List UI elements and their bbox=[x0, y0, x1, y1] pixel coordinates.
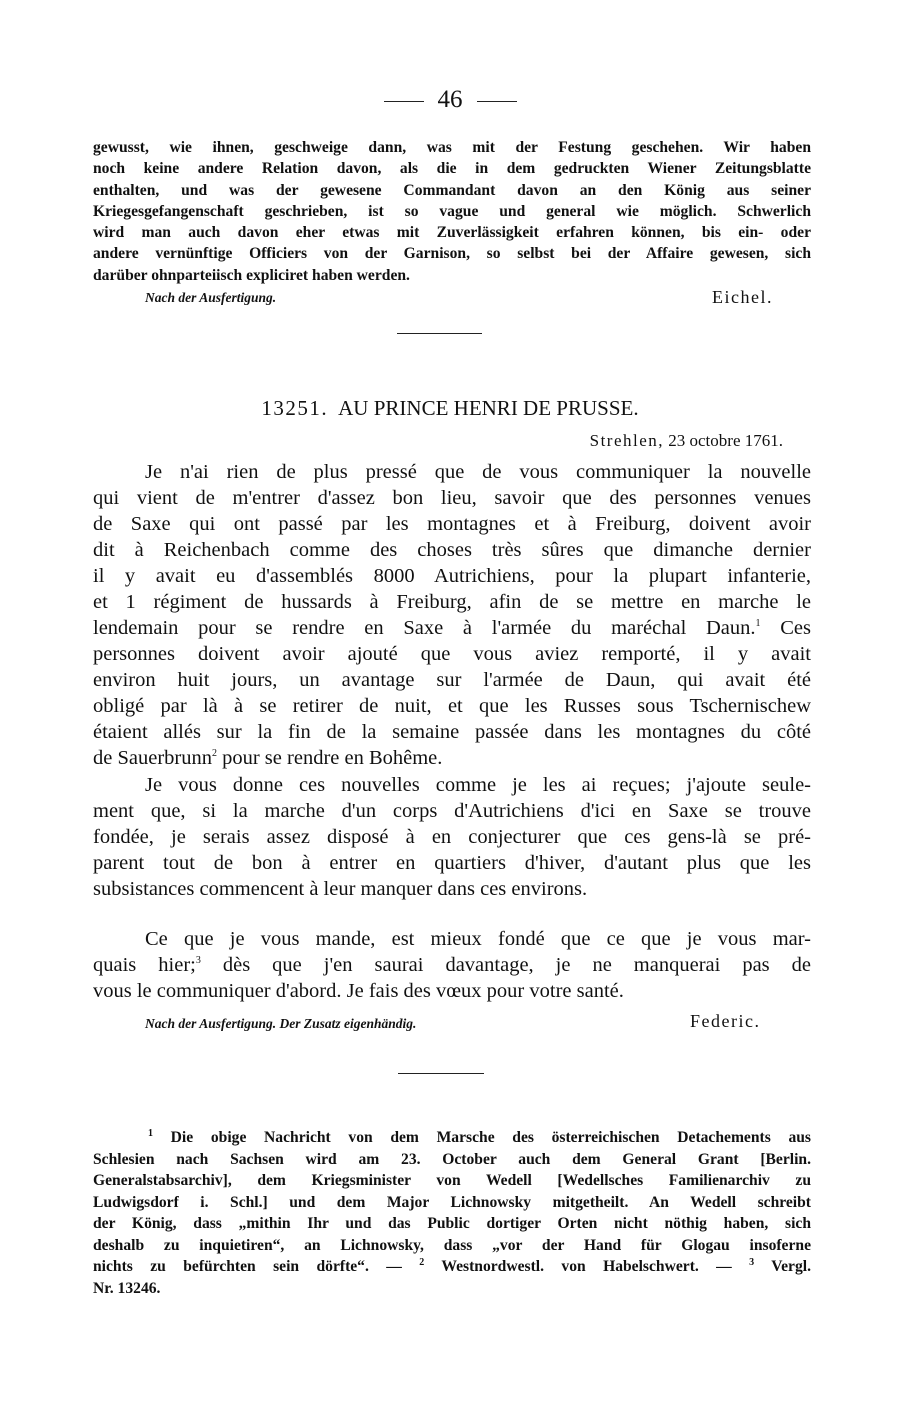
letter-heading bbox=[0, 396, 900, 421]
text-line: andere vernünftige Officiers von der Garnison, so selbst bei der Affaire gewesen, sich bbox=[93, 245, 811, 263]
text-line: personnes doivent avoir ajouté que vous aviez remporté, il y avait bbox=[93, 643, 811, 665]
text-line: il y avait eu d'assemblés 8000 Autrichiens, pour la plupart infanterie, bbox=[93, 565, 811, 587]
footnote-line: der König, dass „mithin Ihr und das Public dortiger Orten nicht nöthig haben, sich bbox=[93, 1215, 811, 1232]
letter-paragraph-2 bbox=[93, 772, 811, 902]
text-line: environ huit jours, un avantage sur l'armée de Daun, qui avait été bbox=[93, 669, 811, 691]
footnotes bbox=[93, 1127, 811, 1299]
text-fragment: lendemain pour se rendre en Saxe à l'armée du maréchal Daun. bbox=[93, 617, 756, 639]
page-number-dash-left bbox=[384, 101, 424, 102]
text-line: enthalten, und was der gewesene Commandant davon an den König aus seiner bbox=[93, 181, 811, 199]
text-line: subsistances commencent à leur manquer dans ces environs. bbox=[93, 878, 588, 900]
text-line: Je n'ai rien de plus pressé que de vous communiquer la nouvelle bbox=[145, 461, 811, 483]
section-divider bbox=[398, 1073, 484, 1074]
page-number-value: 46 bbox=[437, 86, 463, 113]
text-line: parent tout de bon à entrer en quartiers d'hiver, d'autant plus que les bbox=[93, 852, 811, 874]
text-line: darüber ohnparteiisch expliciret haben werden. bbox=[93, 266, 410, 284]
letter-signature: Federic. bbox=[690, 1011, 761, 1031]
text-line: de Saxe qui ont passé par les montagnes et à Freiburg, doivent avoir bbox=[93, 513, 811, 535]
letter-number: 13251. bbox=[261, 396, 329, 420]
text-line: dit à Reichenbach comme des choses très sûres que dimanche dernier bbox=[93, 539, 811, 561]
previous-letter-text bbox=[93, 137, 811, 286]
text-line: Je vous donne ces nouvelles comme je les ai reçues; j'ajoute seule- bbox=[145, 774, 811, 796]
text-line bbox=[93, 745, 811, 771]
text-line: Kriegesgefangenschaft geschrieben, ist so vague und general wie möglich. Schwerlich bbox=[93, 202, 811, 220]
footnote-line: Generalstabsarchiv], dem Kriegsminister von Wedell [Wedellsches Familienarchiv zu bbox=[93, 1172, 811, 1189]
text-line: noch keine andere Relation davon, als die in dem gedruckten Wiener Zeitungsblatte bbox=[93, 160, 811, 178]
text-line: gewusst, wie ihnen, geschweige dann, was mit der Festung geschehen. Wir haben bbox=[93, 139, 811, 156]
footnote-mark-2: 2 bbox=[211, 748, 217, 760]
text-line: fondée, je serais assez disposé à en conjecturer que ces gens-là se pré- bbox=[93, 826, 811, 848]
letter-date: 23 octobre 1761. bbox=[668, 431, 783, 450]
text-line: et 1 régiment de hussards à Freiburg, afin de se mettre en marche le bbox=[93, 591, 811, 613]
footnote-line bbox=[93, 1256, 811, 1278]
previous-source-note: Nach der Ausfertigung. bbox=[145, 290, 277, 305]
page-number-dash-right bbox=[477, 101, 517, 102]
text-fragment: nichts zu befürchten sein dörfte“. — bbox=[93, 1258, 402, 1275]
place-date bbox=[590, 431, 783, 451]
previous-signature: Eichel. bbox=[712, 287, 773, 307]
letter-postscript bbox=[93, 926, 811, 1004]
section-divider bbox=[397, 333, 482, 334]
text-fragment: quais hier; bbox=[93, 954, 196, 976]
text-fragment: de Sauerbrunn bbox=[93, 747, 212, 769]
page-number bbox=[0, 86, 900, 114]
footnote-line bbox=[93, 1127, 811, 1149]
text-fragment: Westnordwestl. von Habelschwert. — bbox=[441, 1258, 732, 1275]
text-fragment: dès que j'en saurai davantage, je ne manquerai pas de bbox=[222, 954, 811, 976]
text-line: vous le communiquer d'abord. Je fais des vœux pour votre santé. bbox=[93, 980, 624, 1002]
footnote-number-2: 2 bbox=[419, 1256, 425, 1268]
text-fragment: Ces bbox=[780, 617, 811, 639]
text-fragment: pour se rendre en Bohême. bbox=[222, 747, 443, 769]
text-line bbox=[93, 952, 811, 978]
footnote-line: Ludwigsdorf i. Schl.] und dem Major Lichnowsky mitgetheilt. An Wedell schreibt bbox=[93, 1193, 811, 1211]
text-line: obligé par là à se retirer de nuit, et que les Russes sous Tschernischew bbox=[93, 695, 811, 717]
letter-source-note: Nach der Ausfertigung. Der Zusatz eigenhändig. bbox=[145, 1016, 417, 1031]
letter-title: AU PRINCE HENRI DE PRUSSE. bbox=[338, 396, 639, 420]
footnote-mark-3: 3 bbox=[195, 955, 201, 967]
footnote-line: deshalb zu inquietiren“, an Lichnowsky, dass „vor der Hand für Glogau insoferne bbox=[93, 1236, 811, 1254]
footnote-number-1: 1 bbox=[148, 1127, 153, 1139]
footnote-number-3: 3 bbox=[749, 1256, 755, 1268]
footnote-mark-1: 1 bbox=[755, 618, 761, 630]
footnote-line: Nr. 13246. bbox=[93, 1279, 161, 1297]
letter-paragraph-1 bbox=[93, 459, 811, 771]
text-line: ment que, si la marche d'un corps d'Autrichiens d'ici en Saxe se trouve bbox=[93, 800, 811, 822]
text-line: wird man auch davon eher etwas mit Zuverlässigkeit erfahren können, bis ein- oder bbox=[93, 224, 811, 242]
text-line: étaient allés sur la fin de la semaine passée dans les montagnes du côté bbox=[93, 721, 811, 743]
text-line: Ce que je vous mande, est mieux fondé que ce que je vous mar- bbox=[145, 928, 811, 950]
text-fragment: Vergl. bbox=[771, 1258, 811, 1275]
text-fragment: Die obige Nachricht von dem Marsche des österreichischen Detachements aus bbox=[170, 1129, 811, 1146]
text-line bbox=[93, 615, 811, 641]
footnote-line: Schlesien nach Sachsen wird am 23. October auch dem General Grant [Berlin. bbox=[93, 1150, 811, 1168]
letter-place: Strehlen, bbox=[589, 431, 665, 450]
text-line: qui vient de m'entrer d'assez bon lieu, savoir que des personnes venues bbox=[93, 487, 811, 509]
